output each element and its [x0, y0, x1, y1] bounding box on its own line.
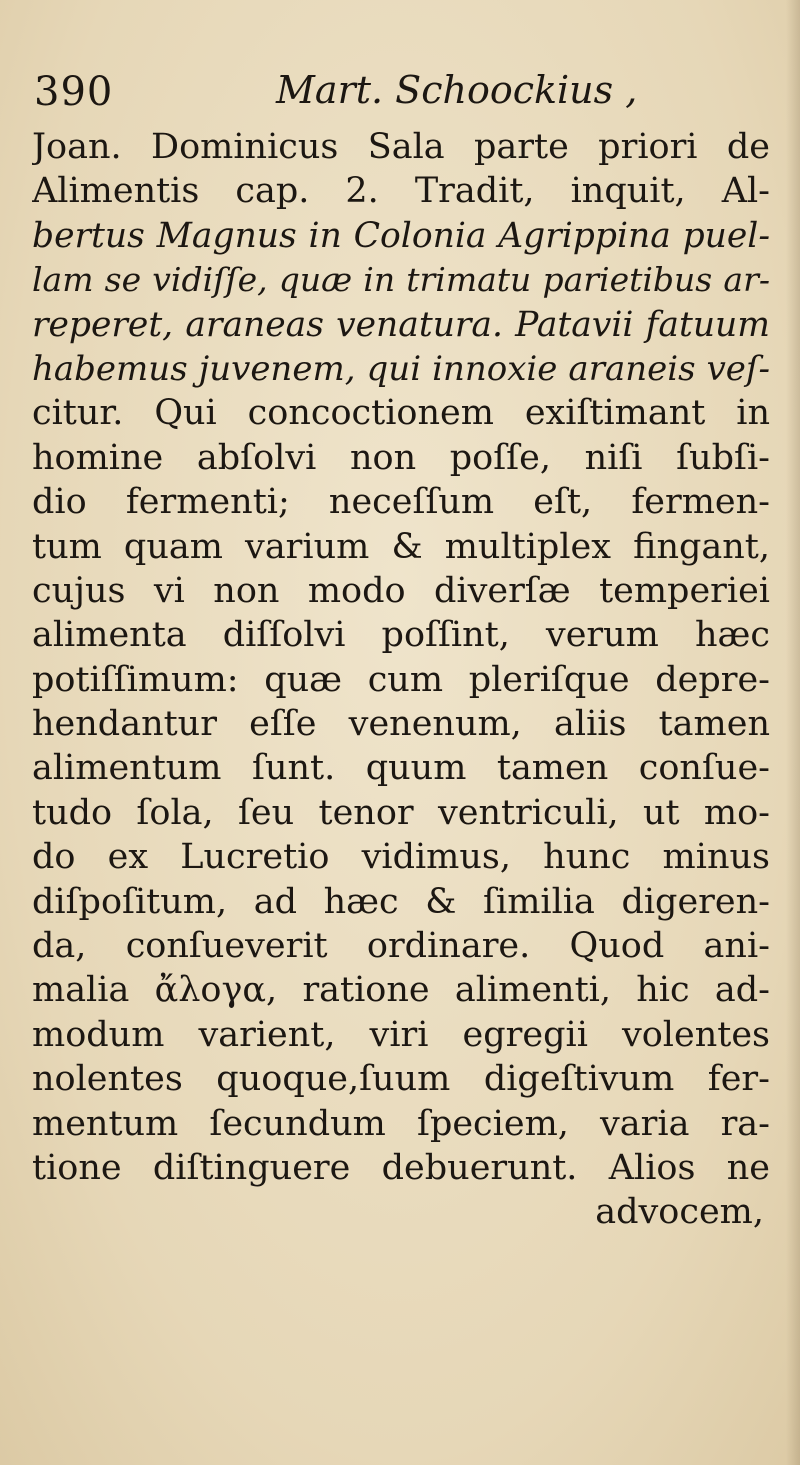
text-line: alimentum ſunt. quum tamen conſue-: [32, 748, 770, 789]
text-line: nolentes quoque,ſuum digeſtivum fer-: [32, 1059, 770, 1100]
text-line: do ex Lucretio vidimus, hunc minus: [32, 837, 770, 878]
text-line: modum varient, viri egregii volentes: [32, 1014, 770, 1055]
page-number: 390: [34, 69, 114, 115]
text-line: Alimentis cap. 2. Tradit, inquit, Al-: [32, 171, 770, 212]
text-line: mentum ſecundum ſpeciem, varia ra-: [32, 1103, 770, 1144]
text-line: dio fermenti; neceſſum eſt, fermen-: [32, 482, 770, 523]
text-line: tione diſtinguere debuerunt. Alios ne: [32, 1147, 770, 1188]
text-line: homine abſolvi non poſſe, niſi ſubſi-: [32, 437, 770, 478]
page-fold-shadow: [786, 0, 800, 1465]
text-line: cujus vi non modo diverſæ temperiei: [32, 570, 770, 611]
text-line: da, conſueverit ordinare. Quod ani-: [32, 926, 770, 967]
body-text: [32, 125, 770, 1235]
text-line: alimenta diſſolvi poſſint, verum hæc: [32, 615, 770, 656]
text-line: bertus Magnus in Colonia Agrippina puel-: [32, 215, 770, 256]
text-line: malia ἄλογα, ratione alimenti, hic ad-: [32, 970, 770, 1011]
text-line: diſpoſitum, ad hæc & ſimilia digeren-: [32, 881, 770, 922]
running-head: Mart. Schoockius ,: [276, 68, 638, 112]
text-line: citur. Qui concoctionem exiſtimant in: [32, 393, 770, 434]
text-line: tudo ſola, ſeu tenor ventriculi, ut mo-: [32, 792, 770, 833]
text-line: potiſſimum: quæ cum pleriſque depre-: [32, 659, 770, 700]
text-line: Joan. Dominicus Sala parte priori de: [32, 127, 770, 167]
text-line: advocem,: [595, 1192, 764, 1233]
text-line: tum quam varium & multiplex fingant,: [32, 526, 770, 567]
text-line: lam se vidiſſe, quæ in trimatu parietibus ar-: [32, 260, 770, 300]
page-header: [34, 66, 754, 118]
text-line: reperet, araneas venatura. Patavii fatuum: [32, 304, 770, 345]
text-line: habemus juvenem, qui innoxie araneis veſ-: [32, 348, 770, 389]
text-line: hendantur eſſe venenum, aliis tamen: [32, 704, 770, 745]
